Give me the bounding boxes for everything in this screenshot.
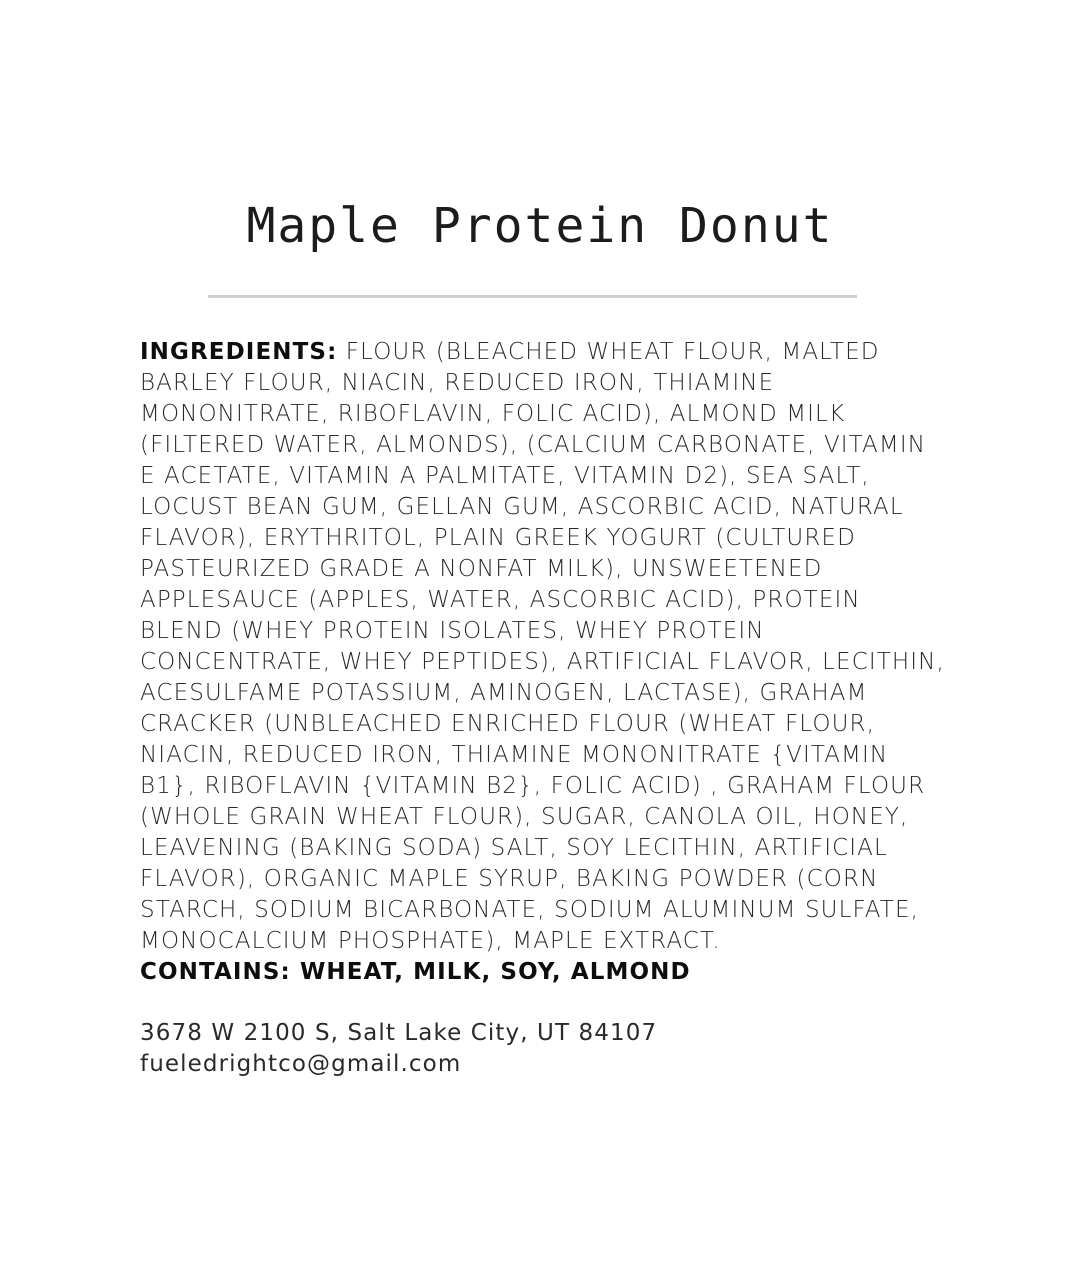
ingredients-section (140, 337, 950, 988)
ingredients-paragraph (140, 337, 950, 957)
ingredients-list: FLOUR (BLEACHED WHEAT FLOUR, MALTED BARLEY FLOUR, NIACIN, REDUCED IRON, THIAMINE MONONITRATE, RIBOFLAVIN, FOLIC ACID), ALMOND MILK (FILTERED WATER, ALMONDS), (CALCIUM CARBONATE, VITAMIN E ACETATE, VITAMIN A PALMITATE, VITAMIN D2), SEA SALT, LOCUST BEAN GUM, GELLAN GUM, ASCORBIC ACID, NATURAL FLAVOR), ERYTHRITOL, PLAIN GREEK YOGURT (CULTURED PASTEURIZED GRADE A NONFAT MILK), UNSWEETENED APPLESAUCE (APPLES, WATER, ASCORBIC ACID), PROTEIN BLEND (WHEY PROTEIN ISOLATES, WHEY PROTEIN CONCENTRATE, WHEY PEPTIDES), ARTIFICIAL FLAVOR, LECITHIN, ACESULFAME POTASSIUM, AMINOGEN, LACTASE), GRAHAM CRACKER (UNBLEACHED ENRICHED FLOUR (WHEAT FLOUR, NIACIN, REDUCED IRON, THIAMINE MONONITRATE {VITAMIN B1}, RIBOFLAVIN {VITAMIN B2}, FOLIC ACID) , GRAHAM FLOUR (WHOLE GRAIN WHEAT FLOUR), SUGAR, CANOLA OIL, HONEY, LEAVENING (BAKING SODA) SALT, SOY LECITHIN, ARTIFICIAL FLAVOR), ORGANIC MAPLE SYRUP, BAKING POWDER (CORN STARCH, SODIUM BICARBONATE, SODIUM ALUMINUM SULFATE, MONOCALCIUM PHOSPHATE), MAPLE EXTRACT. (140, 339, 945, 954)
title-divider (208, 295, 857, 298)
email-address: fueledrightco@gmail.com (140, 1051, 462, 1077)
product-title: Maple Protein Donut (246, 198, 834, 254)
ingredients-heading: INGREDIENTS: (140, 339, 338, 365)
allergen-statement: CONTAINS: WHEAT, MILK, SOY, ALMOND (140, 959, 691, 985)
contact-info (140, 1018, 950, 1080)
address-line: 3678 W 2100 S, Salt Lake City, UT 84107 (140, 1020, 658, 1046)
